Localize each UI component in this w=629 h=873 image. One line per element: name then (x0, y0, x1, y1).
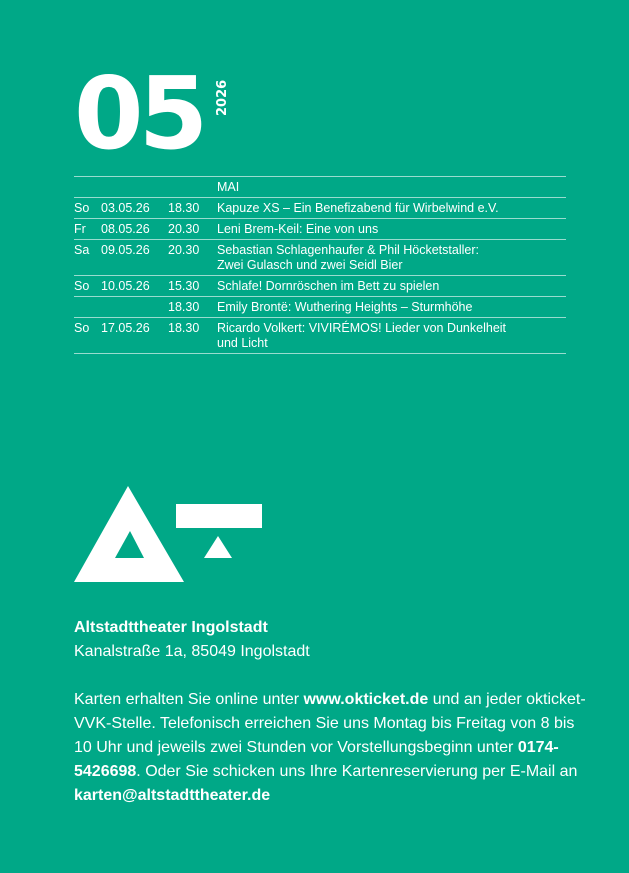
venue-address: Kanalstraße 1a, 85049 Ingolstadt (74, 643, 310, 660)
event-title-line: und Licht (217, 336, 268, 350)
ticket-info (74, 688, 594, 808)
ticket-info-text-2: und an jeder okticket-VVK-Stelle. Telefonisch erreichen Sie uns Montag bis Freitag von 8 bis 10 Uhr und jeweils zwei Stunden vor Vorstellungsbeginn unter (74, 691, 586, 756)
event-title-line: Ricardo Volkert: VIVIRÉMOS! Lieder von Dunkelheit (217, 321, 507, 335)
month-label-row (74, 176, 566, 197)
event-row (74, 239, 566, 275)
event-time: 15.30 (168, 279, 200, 293)
event-date: 17.05.26 (101, 321, 150, 335)
event-row (74, 317, 566, 354)
event-day: So (74, 201, 90, 215)
logo-bar (176, 504, 262, 528)
ticket-info-text-3: . Oder Sie schicken uns Ihre Kartenreservierung per E-Mail an (136, 763, 578, 780)
event-schedule (74, 176, 566, 354)
event-row (74, 275, 566, 296)
event-title-line: Leni Brem-Keil: Eine von uns (217, 222, 379, 236)
event-title (217, 279, 566, 294)
event-title-line: Zwei Gulasch und zwei Seidl Bier (217, 258, 403, 272)
ticket-info-text-1: Karten erhalten Sie online unter (74, 691, 304, 708)
event-time: 20.30 (168, 222, 200, 236)
event-title (217, 321, 566, 351)
event-time: 18.30 (168, 300, 200, 314)
event-title-line: Schlafe! Dornröschen im Bett zu spielen (217, 279, 440, 293)
event-time: 18.30 (168, 201, 200, 215)
event-day: So (74, 321, 90, 335)
month-label: MAI (217, 180, 240, 194)
event-title (217, 300, 566, 315)
event-title (217, 243, 566, 273)
event-row (74, 218, 566, 239)
event-day: So (74, 279, 90, 293)
event-row (74, 197, 566, 218)
event-date: 03.05.26 (101, 201, 150, 215)
event-title-line: Kapuze XS – Ein Benefizabend für Wirbelwind e.V. (217, 201, 499, 215)
contact-footer (74, 616, 594, 808)
event-date: 10.05.26 (101, 279, 150, 293)
event-date: 09.05.26 (101, 243, 150, 257)
logo-small-triangle (204, 536, 232, 558)
email-link[interactable]: karten@altstadttheater.de (74, 787, 271, 804)
theater-logo (74, 486, 262, 582)
event-time: 18.30 (168, 321, 200, 335)
event-day: Fr (74, 222, 86, 236)
year-label: 2026 (215, 79, 230, 116)
event-title (217, 222, 566, 237)
event-row (74, 296, 566, 317)
event-date: 08.05.26 (101, 222, 150, 236)
event-title (217, 201, 566, 216)
event-day: Sa (74, 243, 90, 257)
month-number: 05 (74, 55, 204, 172)
phone-number[interactable]: 0174-5426698 (74, 739, 559, 780)
venue-name: Altstadttheater Ingolstadt (74, 619, 268, 636)
ticket-url-link[interactable]: www.okticket.de (303, 691, 429, 708)
event-title-line: Sebastian Schlagenhaufer & Phil Höcketstaller: (217, 243, 479, 257)
event-time: 20.30 (168, 243, 200, 257)
event-title-line: Emily Brontë: Wuthering Heights – Sturmhöhe (217, 300, 473, 314)
